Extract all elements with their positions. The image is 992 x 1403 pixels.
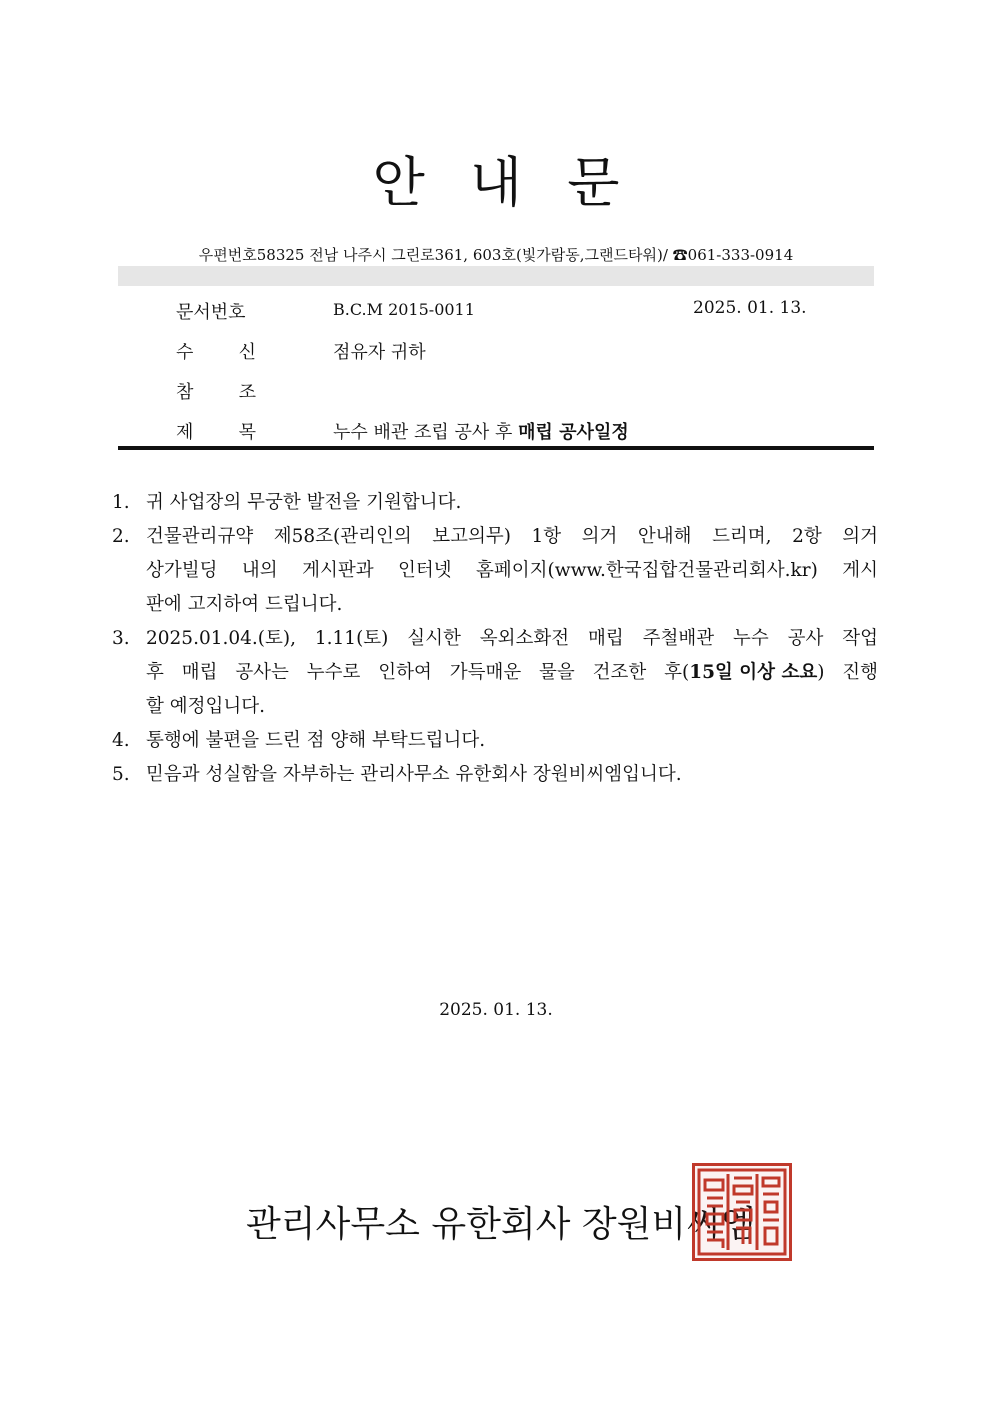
word: 작업 xyxy=(842,628,878,649)
word: 게시판과 xyxy=(302,560,374,581)
header-rule xyxy=(118,446,874,450)
word: 인터넷 xyxy=(397,560,452,581)
word: 물을 xyxy=(539,662,575,683)
word: 누수 xyxy=(732,628,769,649)
word: 공사 xyxy=(787,628,824,649)
reference-label-b: 조 xyxy=(238,382,256,403)
item-number: 1. xyxy=(112,492,130,513)
reference-label-a: 참 xyxy=(176,382,194,403)
word: 후 xyxy=(146,662,164,683)
word: 후( xyxy=(664,662,690,683)
list-item xyxy=(112,486,878,520)
notice-items xyxy=(112,486,878,792)
recipient-label-a: 수 xyxy=(176,342,194,363)
signer-name: 관리사무소 유한회사 장원비씨엠 xyxy=(246,1204,756,1245)
word: 옥외소화전 xyxy=(479,628,570,649)
subject-bold: 매립 공사일정 xyxy=(518,422,629,443)
meta-row-doc-no xyxy=(118,290,874,330)
subject-label-a: 제 xyxy=(176,422,194,443)
meta-row-reference xyxy=(118,370,874,410)
word: 실시한 xyxy=(407,628,461,649)
list-item xyxy=(112,622,878,724)
item-number: 5. xyxy=(112,764,130,785)
item-text: 믿음과 성실함을 자부하는 관리사무소 유한회사 장원비씨엠입니다. xyxy=(146,764,682,785)
duration-bold: 15일 이상 소요 xyxy=(689,662,818,683)
recipient-label-b: 신 xyxy=(238,342,256,363)
footer-date: 2025. 01. 13. xyxy=(439,1000,553,1020)
word: 게시 xyxy=(842,560,878,581)
word: 1.11(토) xyxy=(314,628,389,649)
word: 내의 xyxy=(241,560,278,581)
list-item xyxy=(112,758,878,792)
item-line xyxy=(146,554,878,588)
subject-label xyxy=(176,418,256,444)
document-title: 안 내 문 xyxy=(372,151,620,214)
word: ) xyxy=(817,662,825,683)
list-item xyxy=(112,520,878,622)
recipient-value: 점유자 귀하 xyxy=(333,342,426,363)
word: 제58조(관리인의 xyxy=(273,526,412,547)
item-line: 할 예정입니다. xyxy=(146,696,265,717)
word: 의거 xyxy=(581,526,618,547)
word: 주철배관 xyxy=(642,628,715,649)
word: 매립 xyxy=(181,662,218,683)
reference-label xyxy=(176,378,256,404)
word: 의거 xyxy=(842,526,878,547)
word: 누수로 xyxy=(306,662,361,683)
item-number: 3. xyxy=(112,628,130,649)
item-line xyxy=(146,622,878,656)
recipient-label xyxy=(176,338,256,364)
word: 인하여 xyxy=(378,662,432,683)
word: 매립 xyxy=(587,628,624,649)
duration-note xyxy=(664,656,824,690)
item-text: 통행에 불편을 드린 점 양해 부탁드립니다. xyxy=(146,730,486,751)
word: 2항 xyxy=(792,526,822,547)
doc-no-value: B.C.M 2015-0011 xyxy=(333,300,475,319)
word: 건조한 xyxy=(592,662,647,683)
company-seal-stamp xyxy=(692,1163,792,1261)
item-text: 귀 사업장의 무궁한 발전을 기원합니다. xyxy=(146,492,462,513)
word: 상가빌딩 xyxy=(146,560,218,581)
subject-normal: 누수 배관 조립 공사 후 xyxy=(333,422,513,443)
word: 안내해 xyxy=(637,526,692,547)
item-line: 판에 고지하여 드립니다. xyxy=(146,594,343,615)
item-number: 2. xyxy=(112,526,130,547)
word: 1항 xyxy=(531,526,562,547)
subject-label-b: 목 xyxy=(238,422,256,443)
homepage-url: 홈페이지(www.한국집합건물관리회사.kr) xyxy=(476,560,818,581)
doc-date: 2025. 01. 13. xyxy=(693,298,807,318)
meta-row-subject xyxy=(118,410,874,450)
item-number: 4. xyxy=(112,730,130,751)
word: 공사는 xyxy=(235,662,289,683)
word: 2025.01.04.(토), xyxy=(146,628,296,649)
word: 건물관리규약 xyxy=(146,526,254,547)
header-divider-bar xyxy=(118,266,874,286)
list-item xyxy=(112,724,878,758)
word: 보고의무) xyxy=(432,526,511,547)
meta-row-recipient xyxy=(118,330,874,370)
word: 진행 xyxy=(842,662,878,683)
subject-value xyxy=(333,418,629,444)
word: 드리며, xyxy=(712,526,772,547)
item-line xyxy=(146,520,878,554)
word: 가득매운 xyxy=(449,662,522,683)
sender-address: 우편번호58325 전남 나주시 그린로361, 603호(빛가람동,그랜드타워)/ ☎061-333-0914 xyxy=(198,246,794,264)
item-line xyxy=(146,656,878,690)
doc-no-label: 문서번호 xyxy=(176,302,246,323)
seal-glyph-icon xyxy=(695,1166,789,1258)
